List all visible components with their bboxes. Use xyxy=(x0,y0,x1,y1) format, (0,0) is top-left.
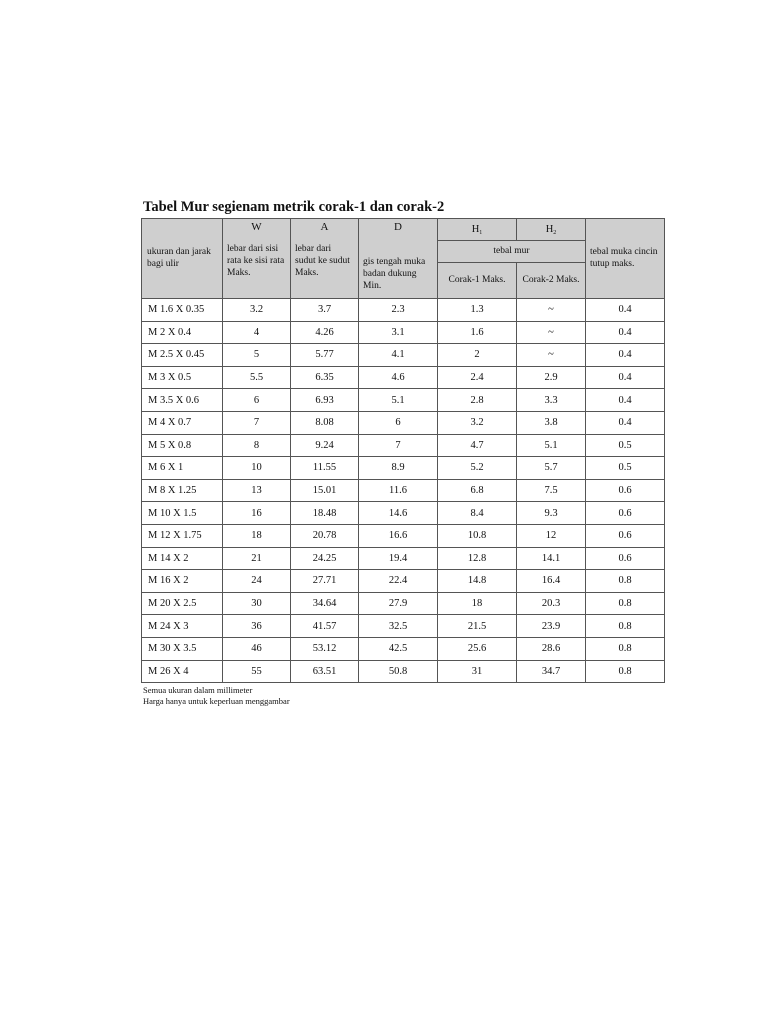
size-cell: M 24 X 3 xyxy=(142,615,223,638)
header-d-symbol: D xyxy=(394,221,402,233)
header-tebal-mur: tebal mur xyxy=(438,241,586,263)
table-cell: 31 xyxy=(438,660,517,683)
header-cap-thickness: tebal muka cincin tutup maks. xyxy=(586,219,665,299)
table-cell: 7.5 xyxy=(517,479,586,502)
table-row xyxy=(142,434,665,457)
size-cell: M 5 X 0.8 xyxy=(142,434,223,457)
table-cell: 36 xyxy=(223,615,291,638)
table-cell: 25.6 xyxy=(438,637,517,660)
table-cell: 11.6 xyxy=(359,479,438,502)
table-cell: 7 xyxy=(359,434,438,457)
table-cell: 4.1 xyxy=(359,344,438,367)
footnote-units: Semua ukuran dalam millimeter xyxy=(143,685,253,695)
size-cell: M 4 X 0.7 xyxy=(142,411,223,434)
table-cell: 0.8 xyxy=(586,570,665,593)
table-cell: 27.71 xyxy=(291,570,359,593)
table-cell: 3.2 xyxy=(438,411,517,434)
table-row xyxy=(142,344,665,367)
table-cell: 27.9 xyxy=(359,592,438,615)
table-cell: 1.6 xyxy=(438,321,517,344)
table-cell: 0.4 xyxy=(586,321,665,344)
table-cell: 3.2 xyxy=(223,299,291,322)
table-cell: 34.64 xyxy=(291,592,359,615)
table-cell: 8.9 xyxy=(359,457,438,480)
header-h2-sub: 2 xyxy=(553,229,557,236)
table-cell: 5 xyxy=(223,344,291,367)
table-cell: 16.6 xyxy=(359,524,438,547)
table-cell: 9.24 xyxy=(291,434,359,457)
table-cell: 3.3 xyxy=(517,389,586,412)
table-row xyxy=(142,592,665,615)
size-cell: M 3 X 0.5 xyxy=(142,366,223,389)
header-h1 xyxy=(438,219,517,241)
table-cell: 42.5 xyxy=(359,637,438,660)
table-cell: 16 xyxy=(223,502,291,525)
table-row xyxy=(142,411,665,434)
table-row xyxy=(142,389,665,412)
header-a-desc: lebar dari sudut ke sudut Maks. xyxy=(295,243,350,278)
table-cell: 5.2 xyxy=(438,457,517,480)
table-cell: 8 xyxy=(223,434,291,457)
table-cell: 0.8 xyxy=(586,615,665,638)
table-cell: 0.6 xyxy=(586,479,665,502)
table-cell: 4.26 xyxy=(291,321,359,344)
table-cell: 18 xyxy=(438,592,517,615)
header-size-pitch: ukuran dan jarak bagi ulir xyxy=(142,219,223,299)
nut-dimensions-table xyxy=(141,218,665,683)
table-cell: 5.1 xyxy=(359,389,438,412)
size-cell: M 6 X 1 xyxy=(142,457,223,480)
table-cell: 0.8 xyxy=(586,592,665,615)
table-cell: 28.6 xyxy=(517,637,586,660)
table-cell: 3.1 xyxy=(359,321,438,344)
table-cell: ~ xyxy=(517,299,586,322)
header-w-symbol: W xyxy=(251,221,262,233)
table-cell: 0.4 xyxy=(586,389,665,412)
size-cell: M 2.5 X 0.45 xyxy=(142,344,223,367)
table-cell: 2 xyxy=(438,344,517,367)
size-cell: M 26 X 4 xyxy=(142,660,223,683)
table-cell: 0.6 xyxy=(586,547,665,570)
table-cell: 14.1 xyxy=(517,547,586,570)
table-cell: 8.4 xyxy=(438,502,517,525)
table-cell: 0.5 xyxy=(586,457,665,480)
table-cell: 0.4 xyxy=(586,344,665,367)
table-row xyxy=(142,547,665,570)
size-cell: M 8 X 1.25 xyxy=(142,479,223,502)
table-cell: 1.3 xyxy=(438,299,517,322)
table-cell: 0.8 xyxy=(586,637,665,660)
table-cell: 0.4 xyxy=(586,411,665,434)
header-corak2: Corak-2 Maks. xyxy=(517,263,586,299)
table-cell: 4 xyxy=(223,321,291,344)
size-cell: M 16 X 2 xyxy=(142,570,223,593)
table-cell: 30 xyxy=(223,592,291,615)
table-cell: 14.8 xyxy=(438,570,517,593)
header-h1-sub: 1 xyxy=(479,229,483,236)
size-cell: M 10 X 1.5 xyxy=(142,502,223,525)
header-h1-letter: H xyxy=(471,223,480,235)
table-row xyxy=(142,321,665,344)
table-cell: 53.12 xyxy=(291,637,359,660)
header-w xyxy=(223,219,291,299)
table-cell: 2.9 xyxy=(517,366,586,389)
size-cell: M 1.6 X 0.35 xyxy=(142,299,223,322)
table-cell: 6 xyxy=(359,411,438,434)
table-row xyxy=(142,524,665,547)
table-row xyxy=(142,660,665,683)
table-cell: 16.4 xyxy=(517,570,586,593)
table-cell: 11.55 xyxy=(291,457,359,480)
table-cell: 4.7 xyxy=(438,434,517,457)
table-cell: 7 xyxy=(223,411,291,434)
table-cell: 10.8 xyxy=(438,524,517,547)
table-cell: 41.57 xyxy=(291,615,359,638)
table-cell: 4.6 xyxy=(359,366,438,389)
table-cell: 22.4 xyxy=(359,570,438,593)
header-a-symbol: A xyxy=(320,221,329,233)
table-cell: 0.8 xyxy=(586,660,665,683)
table-cell: 24 xyxy=(223,570,291,593)
size-cell: M 30 X 3.5 xyxy=(142,637,223,660)
header-h2 xyxy=(517,219,586,241)
table-row xyxy=(142,615,665,638)
table-cell: 24.25 xyxy=(291,547,359,570)
table-cell: 50.8 xyxy=(359,660,438,683)
table-cell: 18 xyxy=(223,524,291,547)
table-cell: 13 xyxy=(223,479,291,502)
table-row xyxy=(142,502,665,525)
table-cell: 6.35 xyxy=(291,366,359,389)
table-cell: 6.93 xyxy=(291,389,359,412)
header-d-desc: gis tengah muka badan dukung Min. xyxy=(363,256,426,291)
table-body xyxy=(142,299,665,683)
table-cell: 18.48 xyxy=(291,502,359,525)
table-row xyxy=(142,299,665,322)
header-h2-letter: H xyxy=(545,223,554,235)
size-cell: M 14 X 2 xyxy=(142,547,223,570)
table-row xyxy=(142,366,665,389)
table-cell: 14.6 xyxy=(359,502,438,525)
size-cell: M 12 X 1.75 xyxy=(142,524,223,547)
table-cell: 0.5 xyxy=(586,434,665,457)
table-cell: 5.77 xyxy=(291,344,359,367)
table-cell: 63.51 xyxy=(291,660,359,683)
table-row xyxy=(142,637,665,660)
table-cell: 6.8 xyxy=(438,479,517,502)
footnotes xyxy=(143,685,290,707)
size-cell: M 20 X 2.5 xyxy=(142,592,223,615)
table-row xyxy=(142,479,665,502)
table-cell: 0.6 xyxy=(586,524,665,547)
table-cell: 5.1 xyxy=(517,434,586,457)
table-cell: 3.8 xyxy=(517,411,586,434)
table-cell: 3.7 xyxy=(291,299,359,322)
table-cell: 12 xyxy=(517,524,586,547)
table-row xyxy=(142,570,665,593)
table-cell: 21 xyxy=(223,547,291,570)
header-w-desc: lebar dari sisi rata ke sisi rata Maks. xyxy=(227,243,285,278)
table-cell: 20.3 xyxy=(517,592,586,615)
table-cell: 19.4 xyxy=(359,547,438,570)
header-corak1: Corak-1 Maks. xyxy=(438,263,517,299)
table-cell: 0.6 xyxy=(586,502,665,525)
table-cell: 5.7 xyxy=(517,457,586,480)
table-row xyxy=(142,457,665,480)
table-cell: 8.08 xyxy=(291,411,359,434)
header-a xyxy=(291,219,359,299)
table-cell: 32.5 xyxy=(359,615,438,638)
table-cell: 9.3 xyxy=(517,502,586,525)
table-cell: 2.3 xyxy=(359,299,438,322)
table-cell: 12.8 xyxy=(438,547,517,570)
table-title: Tabel Mur segienam metrik corak-1 dan corak-2 xyxy=(143,199,445,215)
size-cell: M 2 X 0.4 xyxy=(142,321,223,344)
header-d xyxy=(359,219,438,299)
table-cell: 23.9 xyxy=(517,615,586,638)
footnote-purpose: Harga hanya untuk keperluan menggambar xyxy=(143,696,290,706)
table-cell: ~ xyxy=(517,344,586,367)
table-cell: 21.5 xyxy=(438,615,517,638)
table-cell: 46 xyxy=(223,637,291,660)
size-cell: M 3.5 X 0.6 xyxy=(142,389,223,412)
table-cell: 2.8 xyxy=(438,389,517,412)
table-cell: 20.78 xyxy=(291,524,359,547)
table-cell: 5.5 xyxy=(223,366,291,389)
table-cell: 0.4 xyxy=(586,366,665,389)
table-cell: 2.4 xyxy=(438,366,517,389)
table-cell: 6 xyxy=(223,389,291,412)
table-cell: 55 xyxy=(223,660,291,683)
table-cell: ~ xyxy=(517,321,586,344)
table-cell: 0.4 xyxy=(586,299,665,322)
table-cell: 15.01 xyxy=(291,479,359,502)
table-cell: 10 xyxy=(223,457,291,480)
table-cell: 34.7 xyxy=(517,660,586,683)
